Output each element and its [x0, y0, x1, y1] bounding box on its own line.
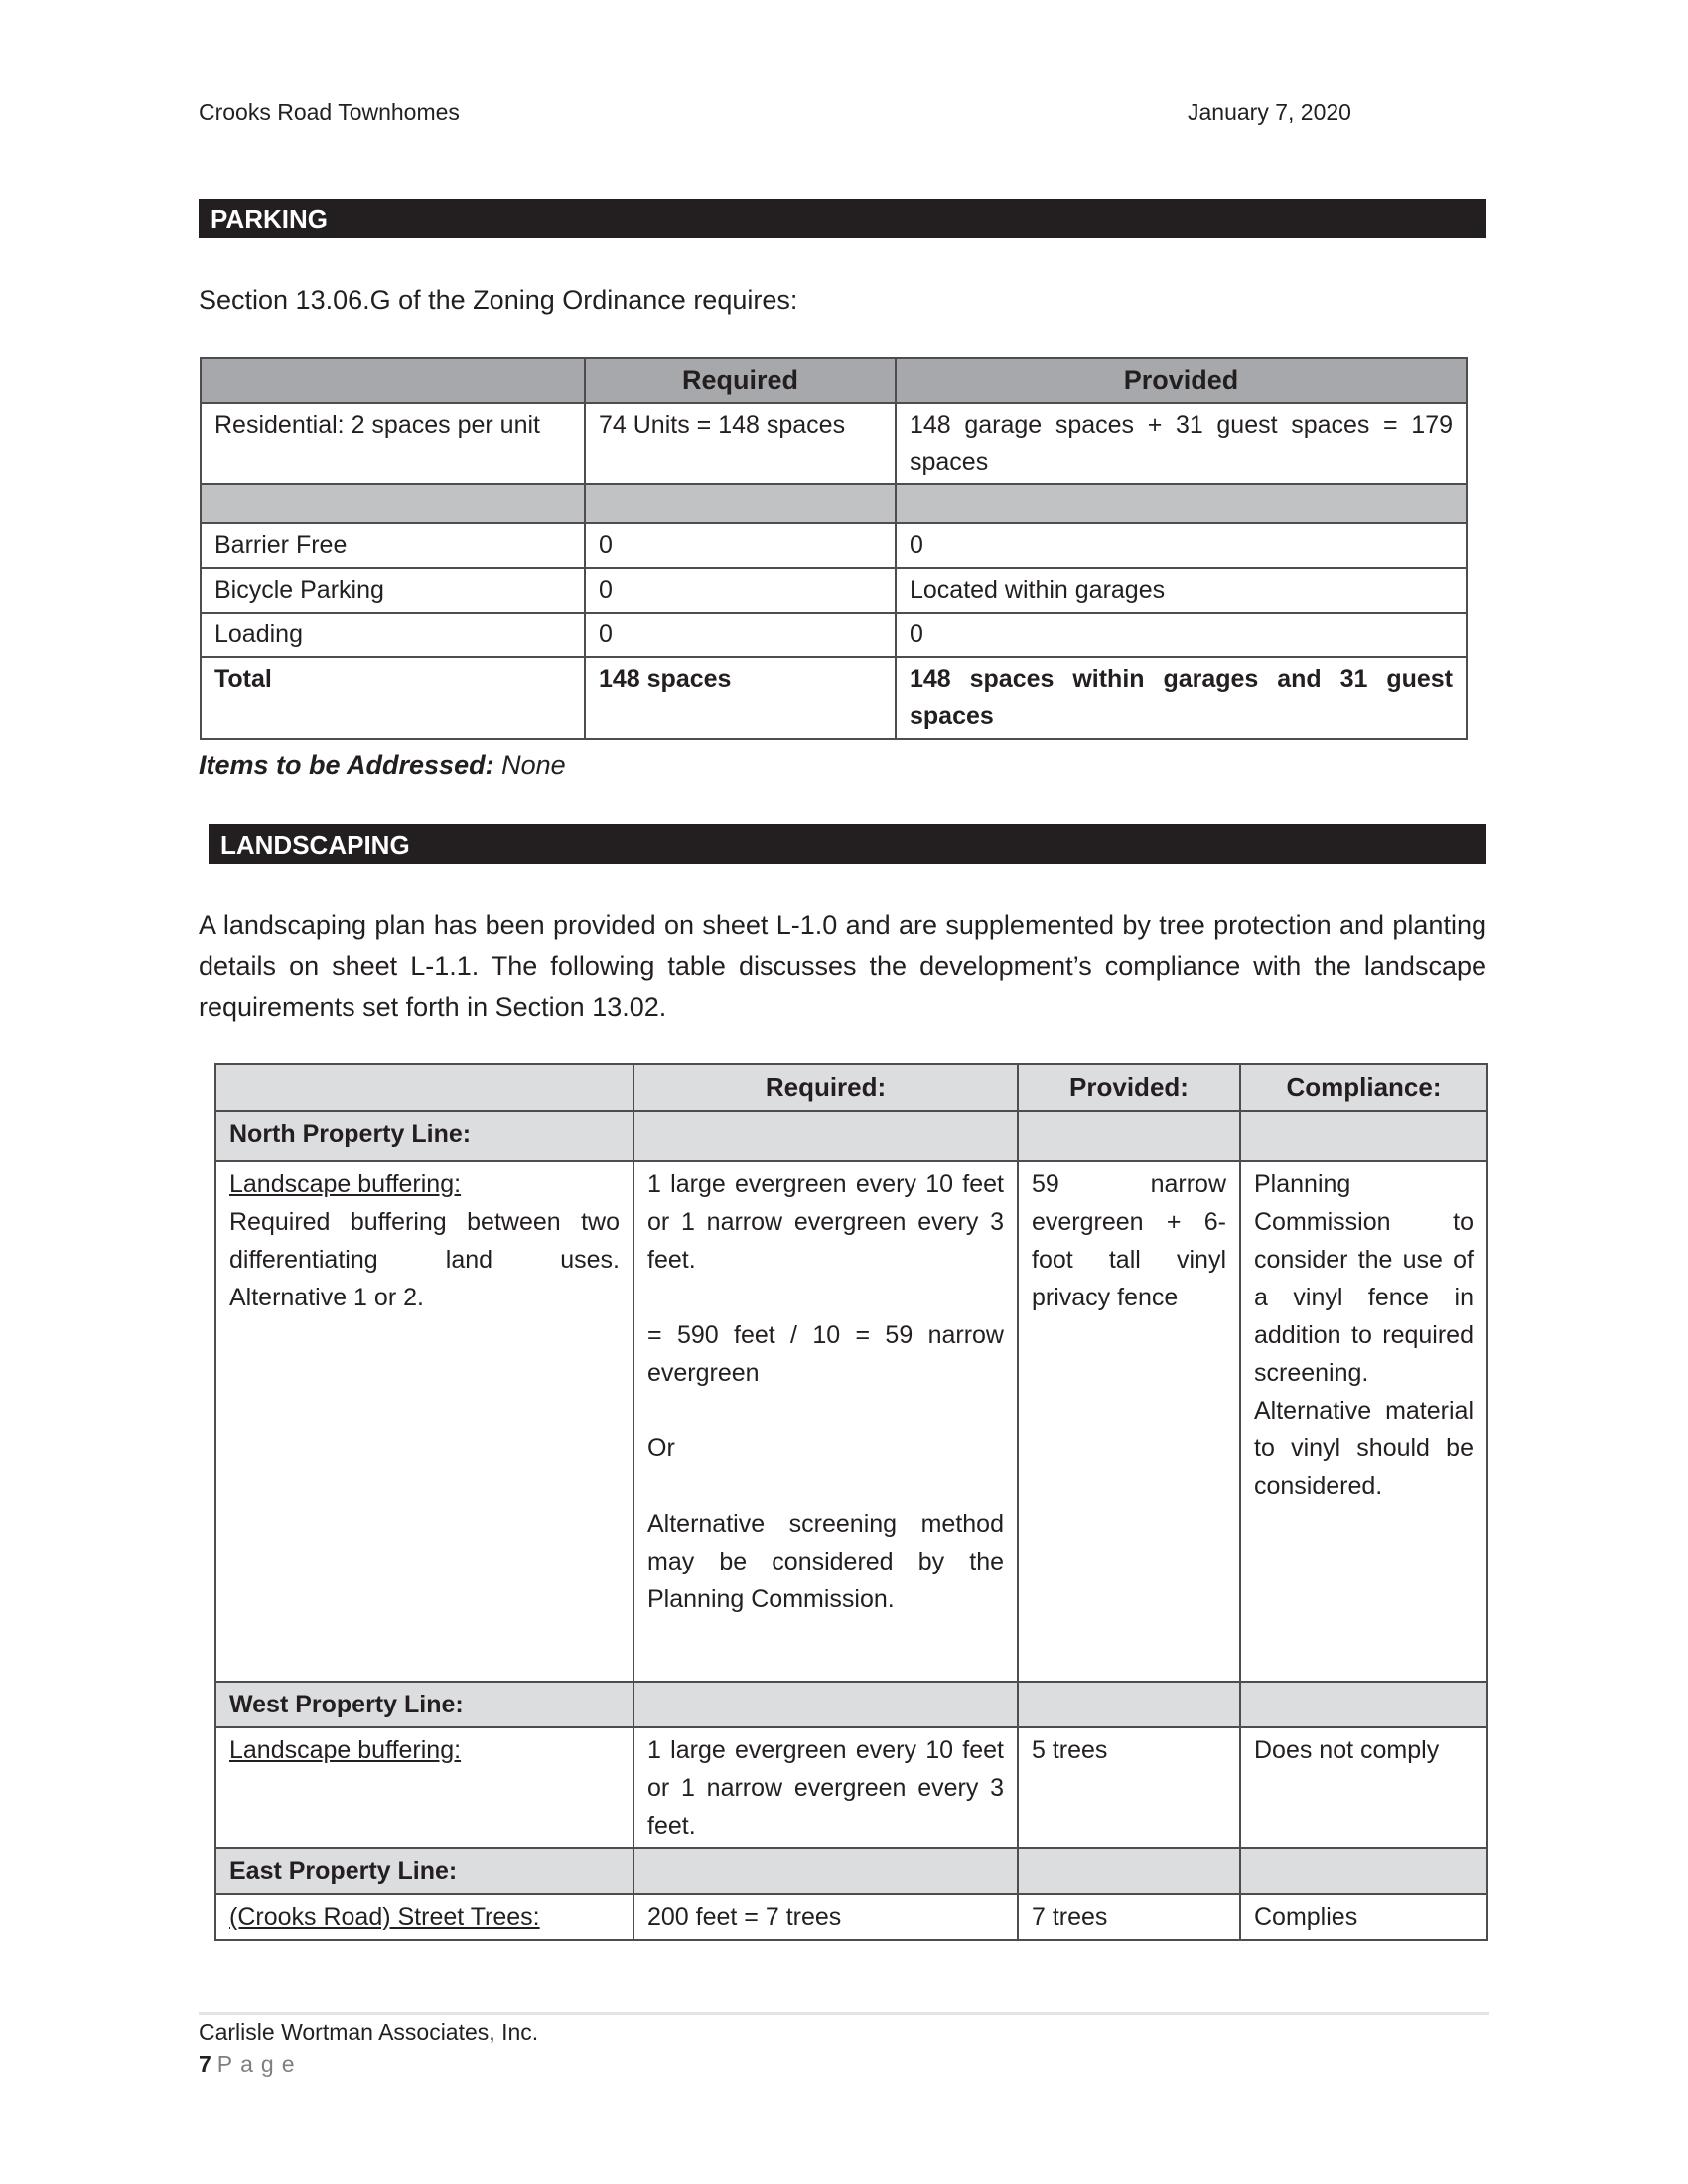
- header-cell-required: Required:: [633, 1064, 1018, 1111]
- header-cell: [201, 358, 585, 403]
- page-number: 7: [199, 2051, 211, 2077]
- table-row: [215, 1727, 1487, 1848]
- row-provided: 148 spaces within garages and 31 guest spaces: [896, 657, 1467, 739]
- document-header-title: Crooks Road Townhomes: [199, 99, 460, 125]
- row-compliance: Complies: [1240, 1894, 1487, 1940]
- section-row-label: West Property Line:: [215, 1682, 633, 1727]
- row-label: Loading: [201, 613, 585, 657]
- table-row-spacer: [201, 484, 1467, 523]
- footer-company: Carlisle Wortman Associates, Inc.: [199, 2019, 539, 2045]
- row-compliance: Planning Commission to consider the use of a vinyl fence in addition to required screening. Alternative material to vinyl should be considered.: [1240, 1161, 1487, 1682]
- row-label: Barrier Free: [201, 523, 585, 568]
- spacer-cell: [1240, 1848, 1487, 1894]
- row-provided: 0: [896, 523, 1467, 568]
- table-row: [201, 523, 1467, 568]
- row-label: [215, 1161, 633, 1682]
- row-required: 0: [585, 568, 896, 613]
- row-required: 148 spaces: [585, 657, 896, 739]
- header-cell-provided: Provided:: [1018, 1064, 1240, 1111]
- document-header-date: January 7, 2020: [1188, 99, 1351, 125]
- spacer-cell: [1018, 1111, 1240, 1161]
- row-required: 0: [585, 523, 896, 568]
- row-label-title: (Crooks Road) Street Trees:: [229, 1903, 540, 1931]
- required-calculation: = 590 feet / 10 = 59 narrow evergreen: [647, 1321, 1004, 1387]
- footer-page: [199, 2051, 303, 2078]
- row-required: 74 Units = 148 spaces: [585, 403, 896, 484]
- row-label: Total: [201, 657, 585, 739]
- header-cell-required: Required: [585, 358, 896, 403]
- row-required: [633, 1161, 1018, 1682]
- spacer-cell: [201, 484, 585, 523]
- spacer-cell: [1018, 1848, 1240, 1894]
- row-provided: 5 trees: [1018, 1727, 1240, 1848]
- header-cell-compliance: Compliance:: [1240, 1064, 1487, 1111]
- required-alternative: Alternative screening method may be considered by the Planning Commission.: [647, 1510, 1004, 1613]
- row-required: 0: [585, 613, 896, 657]
- row-required: 200 feet = 7 trees: [633, 1894, 1018, 1940]
- landscaping-table: [214, 1063, 1488, 1941]
- required-text: 1 large evergreen every 10 feet or 1 narrow evergreen every 3 feet.: [647, 1170, 1004, 1274]
- row-label: Residential: 2 spaces per unit: [201, 403, 585, 484]
- parking-table-header: [201, 358, 1467, 403]
- landscaping-intro: A landscaping plan has been provided on sheet L-1.0 and are supplemented by tree protection and planting details on sheet L-1.1. The following table discusses the development’s compliance with the landscape requirements set forth in Section 13.02.: [199, 910, 1486, 1022]
- parking-intro: Section 13.06.G of the Zoning Ordinance requires:: [199, 285, 798, 315]
- items-to-address-value: None: [493, 751, 566, 780]
- row-label: [215, 1894, 633, 1940]
- table-row: [201, 613, 1467, 657]
- footer-divider: [199, 2012, 1489, 2015]
- spacer-cell: [633, 1682, 1018, 1727]
- spacer-cell: [585, 484, 896, 523]
- header-cell: [215, 1064, 633, 1111]
- row-label: Bicycle Parking: [201, 568, 585, 613]
- section-row-north: [215, 1111, 1487, 1161]
- row-provided: 148 garage spaces + 31 guest spaces = 179 spaces: [896, 403, 1467, 484]
- spacer-cell: [633, 1848, 1018, 1894]
- row-label-body: Required buffering between two differentiating land uses. Alternative 1 or 2.: [229, 1208, 620, 1311]
- header-cell-provided: Provided: [896, 358, 1467, 403]
- page-label: Page: [216, 2051, 303, 2077]
- table-row-total: [201, 657, 1467, 739]
- table-row: [215, 1894, 1487, 1940]
- row-label-title: Landscape buffering:: [229, 1736, 462, 1764]
- spacer-cell: [633, 1111, 1018, 1161]
- landscaping-table-header: [215, 1064, 1487, 1111]
- table-row: [201, 568, 1467, 613]
- table-row: [215, 1161, 1487, 1682]
- row-required: 1 large evergreen every 10 feet or 1 narrow evergreen every 3 feet.: [633, 1727, 1018, 1848]
- row-compliance: Does not comply: [1240, 1727, 1487, 1848]
- row-label: [215, 1727, 633, 1848]
- section-row-label: East Property Line:: [215, 1848, 633, 1894]
- required-or: Or: [647, 1434, 675, 1462]
- items-to-address: [199, 746, 566, 786]
- spacer-cell: [1018, 1682, 1240, 1727]
- row-provided: Located within garages: [896, 568, 1467, 613]
- section-row-west: [215, 1682, 1487, 1727]
- section-row-east: [215, 1848, 1487, 1894]
- section-heading-landscaping: LANDSCAPING: [209, 824, 1486, 864]
- row-provided: 7 trees: [1018, 1894, 1240, 1940]
- spacer-cell: [896, 484, 1467, 523]
- spacer-cell: [1240, 1682, 1487, 1727]
- row-provided: 59 narrow evergreen + 6-foot tall vinyl privacy fence: [1018, 1161, 1240, 1682]
- table-row: [201, 403, 1467, 484]
- section-heading-parking: PARKING: [199, 199, 1486, 238]
- items-to-address-label: Items to be Addressed:: [199, 751, 494, 780]
- section-row-label: North Property Line:: [215, 1111, 633, 1161]
- row-label-title: Landscape buffering:: [229, 1170, 462, 1198]
- spacer-cell: [1240, 1111, 1487, 1161]
- row-provided: 0: [896, 613, 1467, 657]
- parking-table: [200, 357, 1468, 740]
